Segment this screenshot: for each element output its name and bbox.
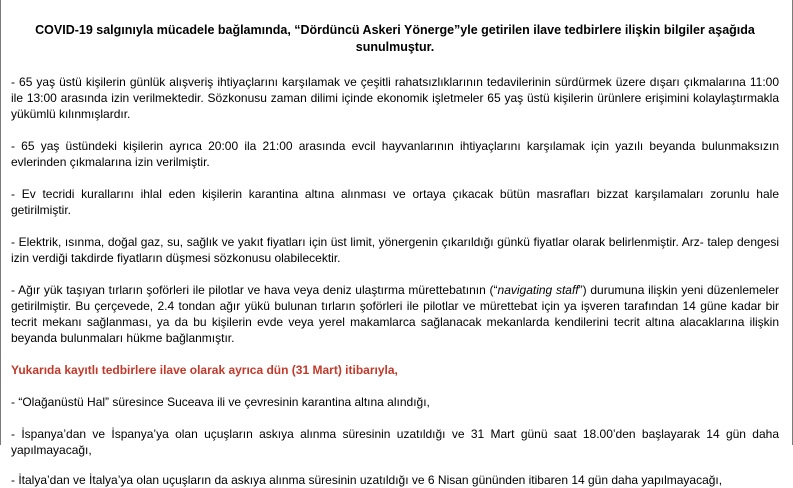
paragraph-price-limit: - Elektrik, ısınma, doğal gaz, su, sağlık ve yakıt fiyatları için üst limit, yönergenin çıkarıldığı günkü fiyatlar olarak belirlenmiştir. Arz- talep dengesi izin verdiği takdirde fiyatların düşmesi sözkonusu olabilecektir. <box>11 235 779 265</box>
paragraph-elderly-shopping: - 65 yaş üstü kişilerin günlük alışveriş ihtiyaçlarını karşılamak ve çeşitli rahatsızlıklarının tedavilerinin sürdürmek üzere dışarı çıkmalarına 11:00 ile 13:00 arasında izin verilmektedir. Sözkonusu zaman dilimi içinde ekonomik işletmeler 65 yaş üstü kişilerin ürünlere erişimini kolaylaştırmakla yükümlü kılınmışlardır. <box>11 75 779 121</box>
document-title: COVID-19 salgınıyla mücadele bağlamında, “Dördüncü Askeri Yönerge”yle getirilen ilave tedbirlere ilişkin bilgiler aşağıda sunulmuştur. <box>35 23 755 54</box>
paragraph-italy-flights-cut-off: - İtalya’dan ve İtalya’ya olan uçuşların da askıya alınma süresinin uzatıldığı ve 6 Nisan gününden itibaren 14 gün daha yapılmayacağı, <box>11 473 723 487</box>
paragraph-elderly-pets: - 65 yaş üstündeki kişilerin ayrıca 20:00 ila 21:00 arasında evcil hayvanlarının ihtiyaçlarını karşılamak için yazılı beyanda bulunmaksızın evlerinden çıkmalarına izin verilmiştir. <box>11 139 779 169</box>
transport-staff-text-after: ”) durumuna ilişkin yeni düzenlemeler getirilmiştir. Bu çerçevede, 2.4 tondan ağır yükü bulunan tırların şoförleri ile pilotlar ve mürettebat için ya işveren tarafından 14 güne kadar bir tecrit mekanı sağlanması, ya da bu kişilerin evde veya yerel makamlarca sağlanacak mekanlarda kendilerini tecrit altına alacaklarına ilişkin beyanda bulunmaları hükme bağlanmıştır. <box>11 283 780 345</box>
paragraph-transport-staff <box>11 282 779 346</box>
transport-staff-text-before: - Ağır yük taşıyan tırların şoförleri ile pilotlar ve hava veya deniz ulaştırma mürettebatının (“ <box>11 283 498 297</box>
transport-staff-italic-term: navigating staff <box>497 283 579 297</box>
paragraph-isolation-violation: - Ev tecridi kurallarını ihlal eden kişilerin karantina altına alınması ve ortaya çıkacak bütün masrafları bizzat karşılamaları zorunlu hale getirilmiştir. <box>11 187 779 217</box>
paragraph-suceava-quarantine: - “Olağanüstü Hal” süresince Suceava ili ve çevresinin karantina altına alındığı, <box>11 395 430 409</box>
document-content <box>11 22 779 488</box>
highlight-heading: Yukarıda kayıtlı tedbirlere ilave olarak ayrıca dün (31 Mart) itibarıyla, <box>11 363 398 377</box>
paragraph-spain-flights: - İspanya’dan ve İspanya’ya olan uçuşların askıya alınma süresinin uzatıldığı ve 31 Mart günü saat 18.00’den başlayarak 14 gün daha yapılmayacağı, <box>11 427 779 457</box>
